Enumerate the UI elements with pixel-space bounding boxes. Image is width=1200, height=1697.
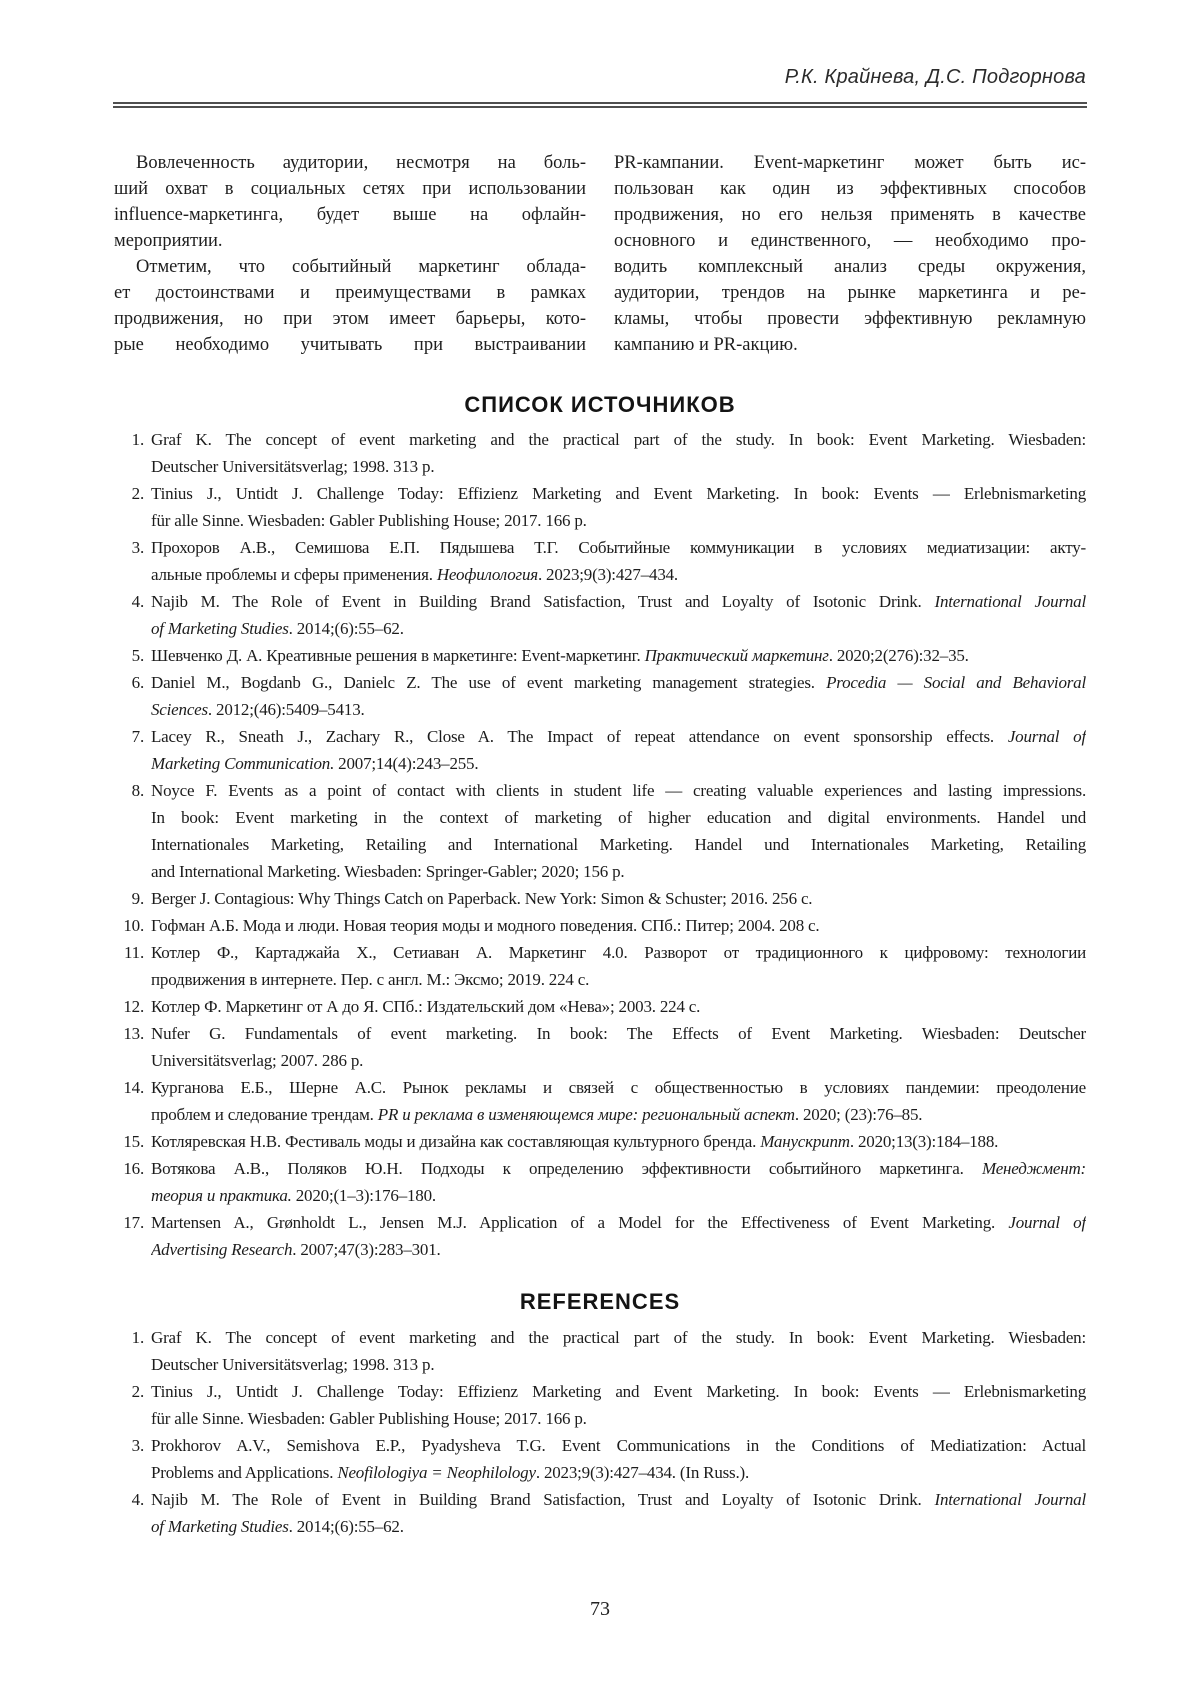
header-double-rule xyxy=(113,102,1087,108)
reference-text xyxy=(151,1432,1086,1486)
reference-line: für alle Sinne. Wiesbaden: Gabler Publishing House; 2017. 166 p. xyxy=(151,1409,587,1428)
reference-line: Котлер Ф., Картаджайа Х., Сетиаван А. Маркетинг 4.0. Разворот от традиционного к цифровому: технологии xyxy=(151,943,1086,962)
reference-number: 4. xyxy=(131,1490,144,1509)
reference-text xyxy=(151,534,1086,588)
reference-item xyxy=(114,1432,1086,1486)
reference-number: 7. xyxy=(131,727,144,746)
reference-item xyxy=(114,426,1086,480)
reference-number: 3. xyxy=(131,538,144,557)
reference-number: 10. xyxy=(123,916,144,935)
body-column-left xyxy=(114,150,586,358)
reference-text xyxy=(151,588,1086,642)
reference-item xyxy=(114,723,1086,777)
body-text-line: кламы, чтобы провести эффективную рекламную xyxy=(614,309,1086,329)
references-section-title: REFERENCES xyxy=(519,1289,681,1314)
reference-line: Курганова Е.Б., Шерне А.С. Рынок рекламы и связей с общественностью в условиях пандемии: преодоление xyxy=(151,1078,1086,1097)
body-column-right xyxy=(614,150,1086,358)
reference-number: 14. xyxy=(123,1078,144,1097)
reference-line: Marketing Communication. 2007;14(4):243–255. xyxy=(151,754,479,773)
reference-item xyxy=(114,1209,1086,1263)
reference-text xyxy=(151,939,1086,993)
reference-number: 13. xyxy=(123,1024,144,1043)
reference-text xyxy=(151,669,1086,723)
body-text-columns xyxy=(114,150,1086,358)
reference-number: 16. xyxy=(123,1159,144,1178)
body-text-line: рые необходимо учитывать при выстраивании xyxy=(114,335,586,355)
reference-line: and International Marketing. Wiesbaden: Springer-Gabler; 2020; 156 p. xyxy=(151,862,625,881)
reference-number: 5. xyxy=(131,646,144,665)
reference-number: 8. xyxy=(131,781,144,800)
reference-item xyxy=(114,642,1086,669)
reference-text xyxy=(151,1128,1086,1155)
reference-item xyxy=(114,912,1086,939)
body-text-line: influence-маркетинга, будет выше на офлайн- xyxy=(114,205,586,225)
reference-line: Graf K. The concept of event marketing and the practical part of the study. In book: Event Marketing. Wiesbaden: xyxy=(151,1328,1086,1347)
reference-line: Daniel M., Bogdanb G., Danielc Z. The use of event marketing management strategies. Procedia — Social and Behavioral xyxy=(151,673,1086,692)
reference-line: альные проблемы и сферы применения. Неофилология. 2023;9(3):427–434. xyxy=(151,565,678,584)
reference-text xyxy=(151,1074,1086,1128)
reference-number: 9. xyxy=(131,889,144,908)
reference-line: Шевченко Д. А. Креативные решения в маркетинге: Event-маркетинг. Практический маркетинг. 2020;2(276):32–35. xyxy=(151,646,969,665)
reference-line: Deutscher Universitätsverlag; 1998. 313 p. xyxy=(151,457,435,476)
reference-number: 1. xyxy=(131,430,144,449)
reference-number: 12. xyxy=(123,997,144,1016)
body-text-line: водить комплексный анализ среды окружения, xyxy=(614,257,1086,277)
reference-item xyxy=(114,939,1086,993)
reference-line: Sciences. 2012;(46):5409–5413. xyxy=(151,700,365,719)
body-text-line: Отметим, что событийный маркетинг облада- xyxy=(136,257,586,277)
reference-item xyxy=(114,1155,1086,1209)
reference-line: Internationales Marketing, Retailing and International Marketing. Handel und Internationales Marketing, Retailing xyxy=(151,835,1086,854)
reference-item xyxy=(114,1324,1086,1378)
reference-text xyxy=(151,993,1086,1020)
body-text-line: Вовлеченность аудитории, несмотря на боль- xyxy=(136,153,586,173)
reference-item xyxy=(114,777,1086,885)
reference-item xyxy=(114,993,1086,1020)
reference-line: Prokhorov A.V., Semishova E.P., Pyadysheva T.G. Event Communications in the Conditions of Mediatization: Actual xyxy=(151,1436,1086,1455)
reference-line: Universitätsverlag; 2007. 286 p. xyxy=(151,1051,364,1070)
reference-number: 2. xyxy=(131,1382,144,1401)
reference-text xyxy=(151,1486,1086,1540)
reference-line: Lacey R., Sneath J., Zachary R., Close A. The Impact of repeat attendance on event sponsorship effects. Journal of xyxy=(151,727,1086,746)
body-text-line: пользован как один из эффективных способов xyxy=(614,179,1086,199)
reference-text xyxy=(151,426,1086,480)
reference-line: Tinius J., Untidt J. Challenge Today: Effizienz Marketing and Event Marketing. In book: Events — Erlebnismarketing xyxy=(151,484,1086,503)
reference-line: of Marketing Studies. 2014;(6):55–62. xyxy=(151,619,404,638)
body-text-line: мероприятии. xyxy=(114,231,223,251)
reference-line: Problems and Applications. Neofilologiya = Neophilology. 2023;9(3):427–434. (In Russ.). xyxy=(151,1463,750,1482)
reference-line: Котляревская Н.В. Фестиваль моды и дизайна как составляющая культурного бренда. Манускрипт. 2020;13(3):184–188. xyxy=(151,1132,999,1151)
reference-text xyxy=(151,1020,1086,1074)
body-text-line: PR-кампании. Event-маркетинг может быть ис- xyxy=(614,153,1086,173)
reference-line: Graf K. The concept of event marketing and the practical part of the study. In book: Event Marketing. Wiesbaden: xyxy=(151,430,1086,449)
reference-line: Najib M. The Role of Event in Building Brand Satisfaction, Trust and Loyalty of Isotonic Drink. International Journal xyxy=(151,1490,1086,1509)
reference-item xyxy=(114,534,1086,588)
reference-item xyxy=(114,1128,1086,1155)
reference-item xyxy=(114,1074,1086,1128)
reference-text xyxy=(151,885,1086,912)
reference-item xyxy=(114,1486,1086,1540)
reference-line: Прохоров А.В., Семишова Е.П. Пядышева Т.Г. Событийные коммуникации в условиях медиатизации: акту- xyxy=(151,538,1086,557)
reference-line: Berger J. Contagious: Why Things Catch on Paperback. New York: Simon & Schuster; 2016. 256 с. xyxy=(151,889,813,908)
reference-text xyxy=(151,1378,1086,1432)
page-header-authors: Р.К. Крайнева, Д.С. Подгорнова xyxy=(784,66,1086,88)
reference-line: продвижения в интернете. Пер. с англ. М.: Эксмо; 2019. 224 с. xyxy=(151,970,590,989)
reference-text xyxy=(151,480,1086,534)
reference-line: Advertising Research. 2007;47(3):283–301. xyxy=(151,1240,441,1259)
reference-text xyxy=(151,642,1086,669)
body-text-line: ший охват в социальных сетях при использовании xyxy=(114,179,586,199)
body-text-line: продвижения, но при этом имеет барьеры, кото- xyxy=(114,309,586,329)
reference-line: теория и практика. 2020;(1–3):176–180. xyxy=(151,1186,436,1205)
reference-line: In book: Event marketing in the context of marketing of higher education and digital environments. Handel und xyxy=(151,808,1086,827)
reference-line: Deutscher Universitätsverlag; 1998. 313 p. xyxy=(151,1355,435,1374)
reference-line: проблем и следование трендам. PR и реклама в изменяющемся мире: региональный аспект. 2020; (23):76–85. xyxy=(151,1105,923,1124)
reference-line: Вотякова А.В., Поляков Ю.Н. Подходы к определению эффективности событийного маркетинга. Менеджмент: xyxy=(151,1159,1086,1178)
english-reference-list xyxy=(114,1324,1086,1540)
reference-line: Noyce F. Events as a point of contact with clients in student life — creating valuable experiences and lasting impressions. xyxy=(151,781,1086,800)
reference-number: 11. xyxy=(123,943,144,962)
reference-line: Najib M. The Role of Event in Building Brand Satisfaction, Trust and Loyalty of Isotonic Drink. International Journal xyxy=(151,592,1086,611)
reference-item xyxy=(114,885,1086,912)
page-number: 73 xyxy=(590,1598,610,1620)
reference-number: 2. xyxy=(131,484,144,503)
reference-line: Гофман А.Б. Мода и люди. Новая теория моды и модного поведения. СПб.: Питер; 2004. 208 с. xyxy=(151,916,820,935)
reference-number: 15. xyxy=(123,1132,144,1151)
body-text-line: продвижения, но его нельзя применять в качестве xyxy=(614,205,1086,225)
reference-item xyxy=(114,1020,1086,1074)
reference-text xyxy=(151,723,1086,777)
body-text-line: ет достоинствами и преимуществами в рамках xyxy=(114,283,586,303)
body-text-line: аудитории, трендов на рынке маркетинга и ре- xyxy=(614,283,1086,303)
sources-section-title: СПИСОК ИСТОЧНИКОВ xyxy=(464,392,736,417)
reference-number: 4. xyxy=(131,592,144,611)
reference-item xyxy=(114,669,1086,723)
reference-text xyxy=(151,912,1086,939)
reference-line: Nufer G. Fundamentals of event marketing. In book: The Effects of Event Marketing. Wiesbaden: Deutscher xyxy=(151,1024,1086,1043)
reference-item xyxy=(114,1378,1086,1432)
reference-number: 1. xyxy=(131,1328,144,1347)
reference-number: 17. xyxy=(123,1213,144,1232)
sources-reference-list xyxy=(114,426,1086,1263)
body-text-line: кампанию и PR-акцию. xyxy=(614,335,798,355)
body-text-line: основного и единственного, — необходимо про- xyxy=(614,231,1086,251)
reference-number: 3. xyxy=(131,1436,144,1455)
reference-line: of Marketing Studies. 2014;(6):55–62. xyxy=(151,1517,404,1536)
reference-text xyxy=(151,1324,1086,1378)
reference-text xyxy=(151,777,1086,885)
reference-line: Martensen A., Grønholdt L., Jensen M.J. Application of a Model for the Effectiveness of Event Marketing. Journal of xyxy=(151,1213,1086,1232)
reference-line: Котлер Ф. Маркетинг от А до Я. СПб.: Издательский дом «Нева»; 2003. 224 с. xyxy=(151,997,701,1016)
reference-line: für alle Sinne. Wiesbaden: Gabler Publishing House; 2017. 166 p. xyxy=(151,511,587,530)
reference-number: 6. xyxy=(131,673,144,692)
reference-line: Tinius J., Untidt J. Challenge Today: Effizienz Marketing and Event Marketing. In book: Events — Erlebnismarketing xyxy=(151,1382,1086,1401)
reference-item xyxy=(114,588,1086,642)
reference-text xyxy=(151,1155,1086,1209)
reference-text xyxy=(151,1209,1086,1263)
reference-item xyxy=(114,480,1086,534)
